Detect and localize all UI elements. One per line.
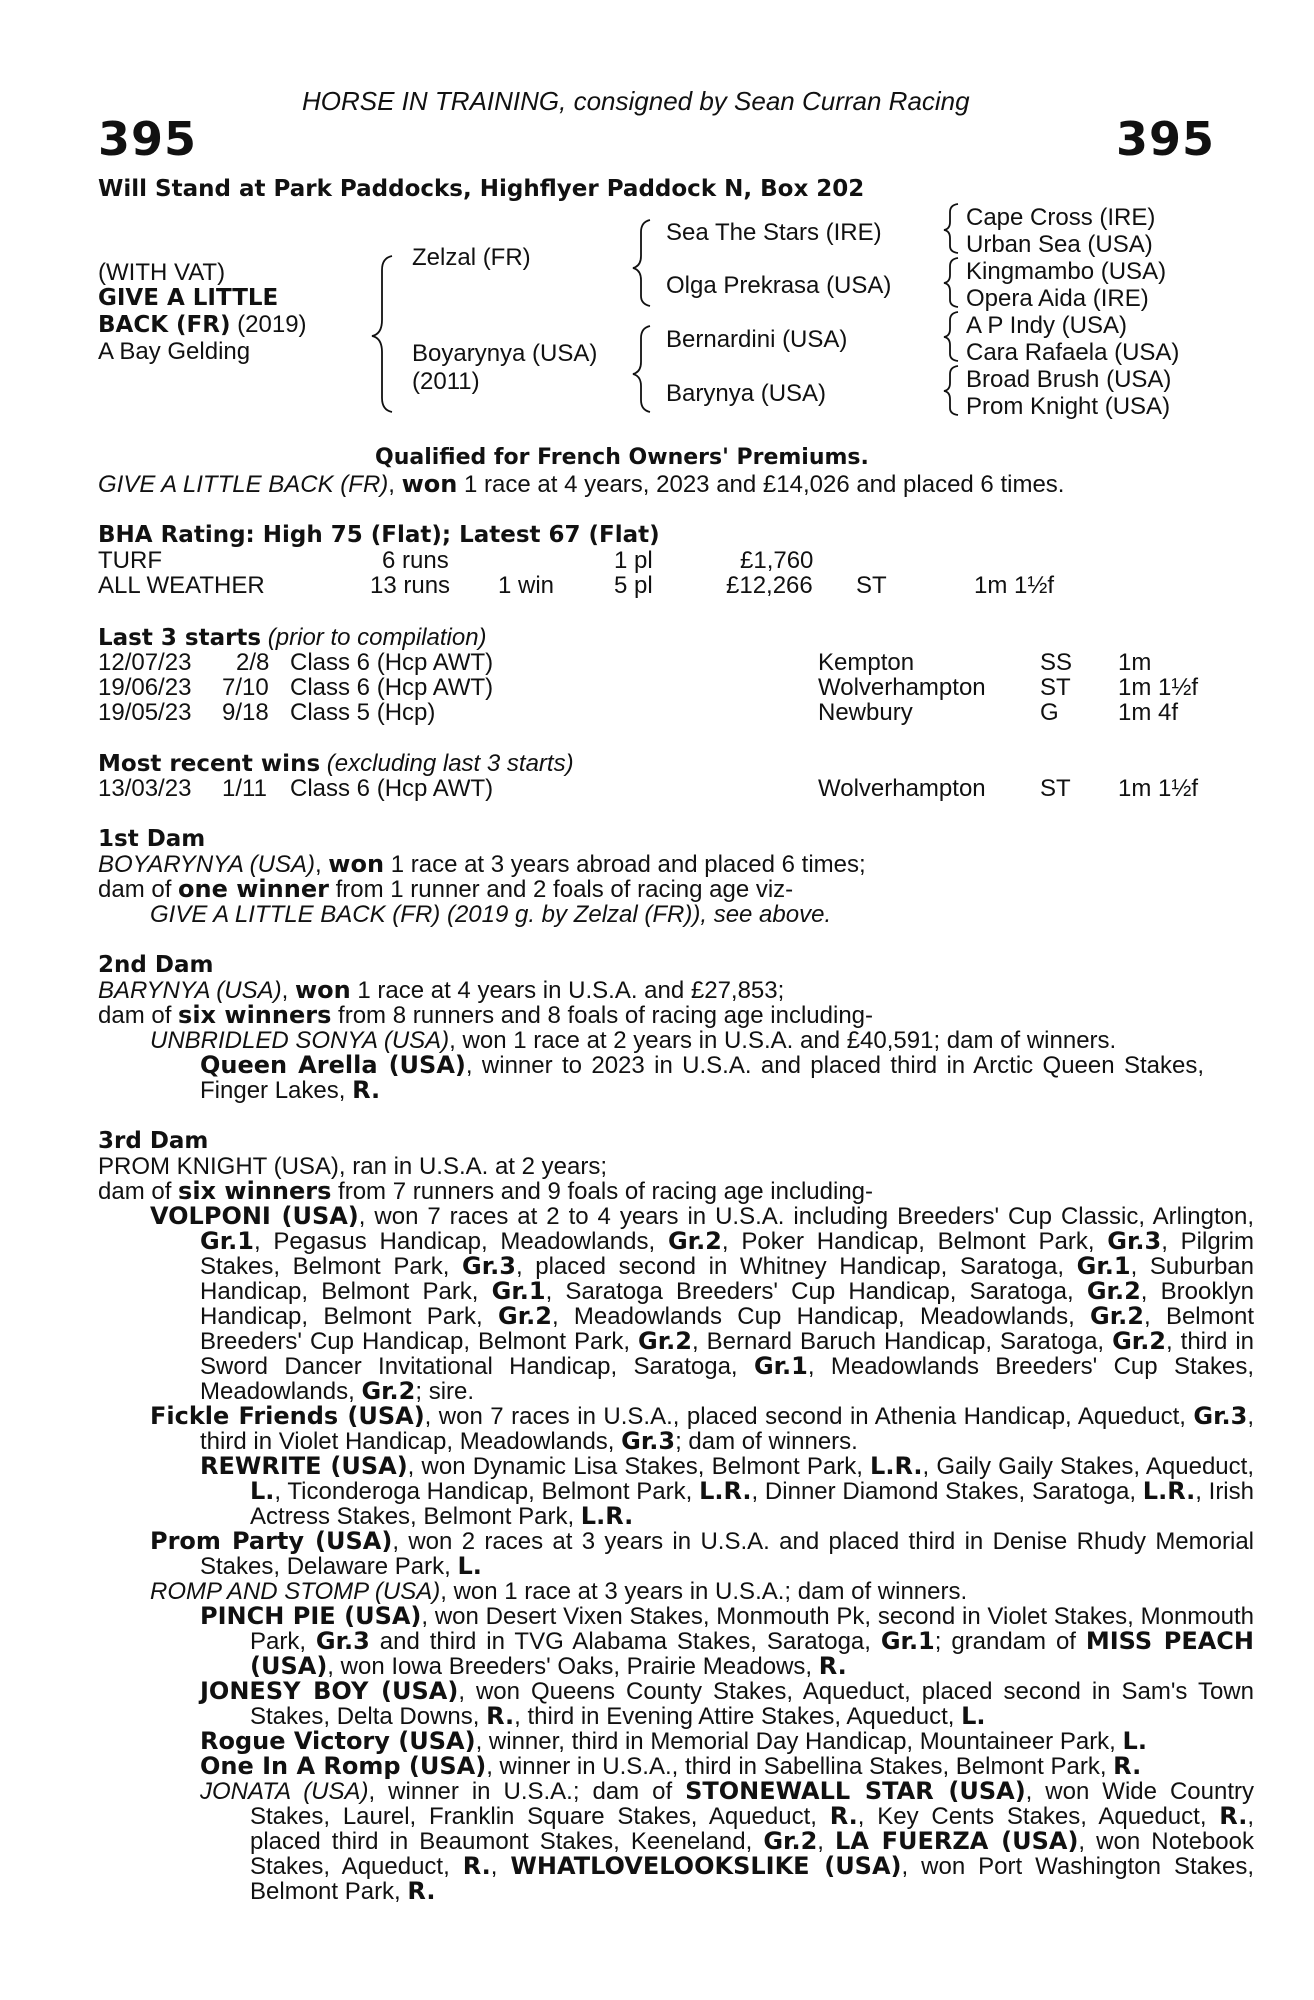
last3-note: (prior to compilation) <box>261 624 487 651</box>
text: ; sire. <box>415 1378 475 1405</box>
pedigree-dam: Boyarynya (USA) <box>412 340 598 367</box>
win-position: 1/11 <box>222 775 267 802</box>
dam3-line2 <box>98 1179 873 1204</box>
text: , winner in U.S.A., third in Sabellina Stakes, Belmont Park, <box>486 1753 1114 1780</box>
text: , <box>281 977 295 1004</box>
text: , won Queens County Stakes, Aqueduct, placed second in Sam's Town Stakes, Delta Downs, <box>250 1678 1254 1730</box>
dam3-title: 3rd Dam <box>98 1128 209 1154</box>
text: , Belmont Breeders' Cup Handicap, Belmont Park, <box>200 1303 1254 1355</box>
race-grade: Gr.2 <box>361 1377 416 1405</box>
last3-heading <box>98 624 487 652</box>
race-grade: L.R. <box>1142 1477 1196 1505</box>
lot-number-left: 395 <box>98 112 198 166</box>
text: , won Wide Country Stakes, Laurel, Franklin Square Stakes, Aqueduct, <box>250 1778 1254 1830</box>
text: , <box>490 1853 511 1880</box>
dam2-line2 <box>98 1003 873 1028</box>
dam2-line3 <box>150 1028 1116 1053</box>
race-grade: R. <box>829 1802 858 1830</box>
progeny-pinch-pie <box>200 1604 1254 1679</box>
pedigree-grand-1: Cape Cross (IRE) <box>966 204 1156 231</box>
progeny-name: Rogue Victory (USA) <box>200 1727 476 1755</box>
last3-title: Last 3 starts <box>98 625 262 651</box>
pedigree-grand-3: Kingmambo (USA) <box>966 258 1167 285</box>
race-grade: R. <box>462 1852 491 1880</box>
text: , placed second in Whitney Handicap, Saratoga, <box>515 1253 1077 1280</box>
progeny-name: LA FUERZA (USA) <box>835 1827 1079 1855</box>
race-grade: Gr.2 <box>763 1827 818 1855</box>
race-grade: Gr.2 <box>638 1327 692 1355</box>
text: , won Notebook Stakes, Aqueduct, <box>250 1828 1254 1880</box>
rating-runs: 13 runs <box>370 572 451 599</box>
text: , Saratoga Breeders' Cup Handicap, Saratoga, <box>545 1278 1087 1305</box>
progeny-name: One In A Romp (USA) <box>200 1752 487 1780</box>
race-grade: L. <box>457 1552 482 1580</box>
start-class: Class 6 (Hcp AWT) <box>290 649 494 676</box>
pedigree-sire-sire: Sea The Stars (IRE) <box>666 219 882 246</box>
summary-won: won <box>401 470 458 498</box>
start-distance: 1m 4f <box>1118 699 1179 726</box>
start-date: 19/05/23 <box>98 699 192 726</box>
text: , Gaily Gaily Stakes, Aqueduct, <box>922 1453 1254 1480</box>
progeny-name: WHATLOVELOOKSLIKE (USA) <box>510 1852 902 1880</box>
race-grade: Gr.2 <box>498 1302 552 1330</box>
text: , won 2 races at 3 years in U.S.A. and placed third in Denise Rhudy Memorial Stakes, Delaware Park, <box>200 1528 1255 1580</box>
win-course: Wolverhampton <box>818 775 986 802</box>
text: , third in Violet Handicap, Meadowlands, <box>200 1403 1255 1455</box>
text: , winner in U.S.A.; dam of <box>368 1778 686 1805</box>
text: , winner to 2023 in U.S.A. and placed third in Arctic Queen Stakes, Finger Lakes, <box>200 1052 1204 1104</box>
text: , won 7 races at 2 to 4 years in U.S.A. including Breeders' Cup Classic, Arlington, <box>358 1203 1254 1230</box>
progeny-name: UNBRIDLED SONYA (USA) <box>150 1027 450 1054</box>
win-going: ST <box>1040 775 1071 802</box>
start-class: Class 5 (Hcp) <box>290 699 436 726</box>
progeny-name: JONESY BOY (USA) <box>200 1677 459 1705</box>
race-grade: L.R. <box>870 1452 923 1480</box>
progeny-name: VOLPONI (USA) <box>150 1202 359 1230</box>
text: , won 1 race at 2 years in U.S.A. and £40,591; dam of winners. <box>449 1027 1117 1054</box>
text: from 8 runners and 8 foals of racing age including- <box>331 1002 874 1029</box>
race-grade: L. <box>961 1702 986 1730</box>
text: , Meadowlands Breeders' Cup Stakes, Meadowlands, <box>200 1353 1254 1405</box>
dam1-name: BOYARYNYA (USA) <box>98 851 315 878</box>
progeny-name: REWRITE (USA) <box>200 1452 408 1480</box>
win-class: Class 6 (Hcp AWT) <box>290 775 494 802</box>
rating-placed: 1 pl <box>614 547 653 574</box>
pedigree-grand-5: A P Indy (USA) <box>966 312 1127 339</box>
text: , Key Cents Stakes, Aqueduct, <box>857 1803 1220 1830</box>
text: , Meadowlands Cup Handicap, Meadowlands, <box>551 1303 1091 1330</box>
race-grade: Gr.2 <box>1086 1277 1141 1305</box>
start-going: G <box>1040 699 1059 726</box>
progeny-name: ROMP AND STOMP (USA) <box>150 1578 441 1605</box>
race-grade: Gr.3 <box>1107 1227 1162 1255</box>
summary-rest: 1 race at 4 years, 2023 and £14,026 and placed 6 times. <box>457 471 1065 498</box>
recent-wins-heading <box>98 750 574 778</box>
horse-name-line2: BACK (FR) <box>98 312 231 338</box>
race-grade: Gr.3 <box>1193 1402 1248 1430</box>
pedigree-grand-7: Broad Brush (USA) <box>966 366 1172 393</box>
text: 1 race at 3 years abroad and placed 6 times; <box>384 851 866 878</box>
rating-prize: £12,266 <box>726 572 813 599</box>
text: ; dam of winners. <box>675 1428 858 1455</box>
text: and third in TVG Alabama Stakes, Saratoga, <box>369 1628 881 1655</box>
win-distance: 1m 1½f <box>1118 775 1199 802</box>
text: 1 race at 4 years in U.S.A. and £27,853; <box>350 977 785 1004</box>
dam2-line1 <box>98 978 784 1003</box>
start-course: Kempton <box>818 649 915 676</box>
rating-going: ST <box>856 572 887 599</box>
start-distance: 1m 1½f <box>1118 674 1199 701</box>
pedigree-sire-dam: Olga Prekrasa (USA) <box>666 272 892 299</box>
text: dam of <box>98 1178 179 1205</box>
race-grade: R. <box>352 1076 381 1104</box>
dam1-line2 <box>98 877 793 902</box>
text: , third in Sword Dancer Invitational Handicap, Saratoga, <box>200 1328 1255 1380</box>
rating-placed: 5 pl <box>614 572 653 599</box>
text: , Dinner Diamond Stakes, Saratoga, <box>751 1478 1143 1505</box>
vat-label: (WITH VAT) <box>98 259 226 286</box>
progeny-rewrite <box>200 1454 1254 1529</box>
stable-location: Will Stand at Park Paddocks, Highflyer Paddock N, Box 202 <box>98 176 865 202</box>
pedigree-dam-year: (2011) <box>412 368 480 395</box>
race-grade: L. <box>1122 1727 1147 1755</box>
won-word: won <box>328 850 385 878</box>
progeny-jonata <box>200 1779 1254 1904</box>
progeny-name: Prom Party (USA) <box>150 1527 393 1555</box>
start-course: Newbury <box>818 699 913 726</box>
progeny-prom-party <box>150 1529 1254 1579</box>
rating-surface: TURF <box>98 547 162 574</box>
pedigree-sire: Zelzal (FR) <box>412 244 531 271</box>
text: , Bernard Baruch Handicap, Saratoga, <box>691 1328 1113 1355</box>
start-position: 7/10 <box>222 674 269 701</box>
race-grade: Gr.2 <box>1090 1302 1144 1330</box>
race-grade: L. <box>250 1477 275 1505</box>
premiums-note: Qualified for French Owners' Premiums. <box>375 445 869 470</box>
race-grade: Gr.1 <box>753 1352 808 1380</box>
winners-count: six winners <box>178 1177 332 1205</box>
start-position: 9/18 <box>222 699 269 726</box>
start-position: 2/8 <box>236 649 270 676</box>
rating-distance: 1m 1½f <box>974 572 1055 599</box>
rating-wins: 1 win <box>498 572 555 599</box>
race-grade: R. <box>407 1877 436 1905</box>
start-date: 19/06/23 <box>98 674 192 701</box>
race-grade: R. <box>486 1702 515 1730</box>
text: , Poker Handicap, Belmont Park, <box>721 1228 1108 1255</box>
rating-prize: £1,760 <box>740 547 814 574</box>
horse-name-line1: GIVE A LITTLE <box>98 285 279 311</box>
text: , <box>314 851 329 878</box>
text: dam of <box>98 1002 179 1029</box>
text: ; grandam of <box>934 1628 1086 1655</box>
pedigree-grand-8: Prom Knight (USA) <box>966 393 1171 420</box>
text: , Suburban Handicap, Belmont Park, <box>200 1253 1254 1305</box>
race-grade: Gr.1 <box>1076 1252 1131 1280</box>
progeny-romp-and-stomp <box>150 1579 967 1604</box>
text: from 7 runners and 9 foals of racing age including- <box>331 1178 874 1205</box>
race-grade: Gr.1 <box>880 1627 935 1655</box>
text: , won Iowa Breeders' Oaks, Prairie Meadows, <box>327 1653 819 1680</box>
dam1-line3 <box>150 902 831 927</box>
dam2-title: 2nd Dam <box>98 952 214 978</box>
text: , won 7 races in U.S.A., placed second in Athenia Handicap, Aqueduct, <box>424 1403 1194 1430</box>
start-date: 12/07/23 <box>98 649 192 676</box>
race-grade: Gr.1 <box>200 1227 254 1255</box>
race-grade: Gr.1 <box>491 1277 546 1305</box>
progeny-name: PINCH PIE (USA) <box>200 1602 422 1630</box>
recent-wins-note: (excluding last 3 starts) <box>320 750 574 777</box>
progeny-name: MISS PEACH (USA) <box>250 1627 1255 1680</box>
dam1-title: 1st Dam <box>98 826 206 852</box>
race-grade: Gr.3 <box>462 1252 516 1280</box>
horse-year: (2019) <box>230 311 307 338</box>
summary-comma: , <box>388 471 402 498</box>
start-going: ST <box>1040 674 1071 701</box>
race-summary <box>98 472 1064 497</box>
text: , placed third in Beaumont Stakes, Keeneland, <box>250 1803 1255 1855</box>
progeny-jonesy-boy <box>200 1679 1254 1729</box>
race-grade: R. <box>1219 1802 1248 1830</box>
race-grade: L.R. <box>580 1502 634 1530</box>
pedigree-grand-6: Cara Rafaela (USA) <box>966 339 1180 366</box>
text: dam of <box>98 876 179 903</box>
text: , won Dynamic Lisa Stakes, Belmont Park, <box>407 1453 871 1480</box>
progeny-name: JONATA (USA) <box>200 1778 369 1805</box>
text: , third in Evening Attire Stakes, Aqueduct, <box>514 1703 962 1730</box>
race-grade: Gr.3 <box>315 1627 370 1655</box>
text: , won 1 race at 3 years in U.S.A.; dam of winners. <box>440 1578 968 1605</box>
won-word: won <box>294 976 351 1004</box>
race-grade: R. <box>818 1652 847 1680</box>
progeny-fickle-friends <box>150 1404 1254 1454</box>
rating-runs: 6 runs <box>382 547 449 574</box>
text: , Irish Actress Stakes, Belmont Park, <box>250 1478 1254 1530</box>
progeny-rogue-victory <box>200 1729 1204 1754</box>
text: , won Port Washington Stakes, Belmont Park, <box>250 1853 1254 1905</box>
dam2-queen-arella <box>200 1053 1204 1103</box>
start-distance: 1m <box>1118 649 1152 676</box>
text: (2019 g. by Zelzal (FR)), see above. <box>440 901 832 928</box>
start-class: Class 6 (Hcp AWT) <box>290 674 494 701</box>
progeny-name: STONEWALL STAR (USA) <box>685 1777 1026 1805</box>
race-grade: Gr.2 <box>667 1227 722 1255</box>
pedigree-dam-sire: Bernardini (USA) <box>666 326 848 353</box>
winners-count: six winners <box>178 1001 332 1029</box>
race-grade: Gr.2 <box>1112 1327 1167 1355</box>
dam2-name: BARYNYA (USA) <box>98 977 282 1004</box>
rating-surface: ALL WEATHER <box>98 572 265 599</box>
text: , <box>817 1828 836 1855</box>
winners-count: one winner <box>178 875 329 903</box>
bha-rating-title: BHA Rating: High 75 (Flat); Latest 67 (Flat) <box>98 522 660 548</box>
progeny-name: Queen Arella (USA) <box>200 1051 466 1079</box>
start-going: SS <box>1040 649 1073 676</box>
recent-wins-title: Most recent wins <box>98 751 321 777</box>
text: , Pegasus Handicap, Meadowlands, <box>253 1228 668 1255</box>
progeny-name: Fickle Friends (USA) <box>150 1402 425 1430</box>
pedigree-dam-dam: Barynya (USA) <box>666 380 827 407</box>
start-course: Wolverhampton <box>818 674 986 701</box>
horse-description: A Bay Gelding <box>98 338 251 365</box>
win-date: 13/03/23 <box>98 775 192 802</box>
progeny-name: GIVE A LITTLE BACK (FR) <box>150 901 441 928</box>
text: , winner, third in Memorial Day Handicap, Mountaineer Park, <box>475 1728 1123 1755</box>
race-grade: R. <box>1113 1752 1142 1780</box>
progeny-volponi <box>150 1204 1254 1404</box>
text: , won Desert Vixen Stakes, Monmouth Pk, second in Violet Stakes, Monmouth Park, <box>250 1603 1254 1655</box>
pedigree-grand-2: Urban Sea (USA) <box>966 231 1153 258</box>
text: from 1 runner and 2 foals of racing age viz- <box>328 876 794 903</box>
consignment-header: HORSE IN TRAINING, consigned by Sean Curran Racing <box>302 86 970 116</box>
lot-number-right: 395 <box>1116 112 1216 166</box>
race-grade: L.R. <box>699 1477 752 1505</box>
progeny-one-in-a-romp <box>200 1754 1141 1779</box>
dam3-line1: PROM KNIGHT (USA), ran in U.S.A. at 2 years; <box>98 1153 608 1180</box>
pedigree-grand-4: Opera Aida (IRE) <box>966 285 1149 312</box>
dam1-line1 <box>98 852 866 877</box>
race-grade: Gr.3 <box>621 1427 676 1455</box>
text: , Brooklyn Handicap, Belmont Park, <box>200 1278 1254 1330</box>
text: , Pilgrim Stakes, Belmont Park, <box>200 1228 1254 1280</box>
text: , Ticonderoga Handicap, Belmont Park, <box>274 1478 700 1505</box>
summary-horse-name: GIVE A LITTLE BACK (FR) <box>98 471 389 498</box>
